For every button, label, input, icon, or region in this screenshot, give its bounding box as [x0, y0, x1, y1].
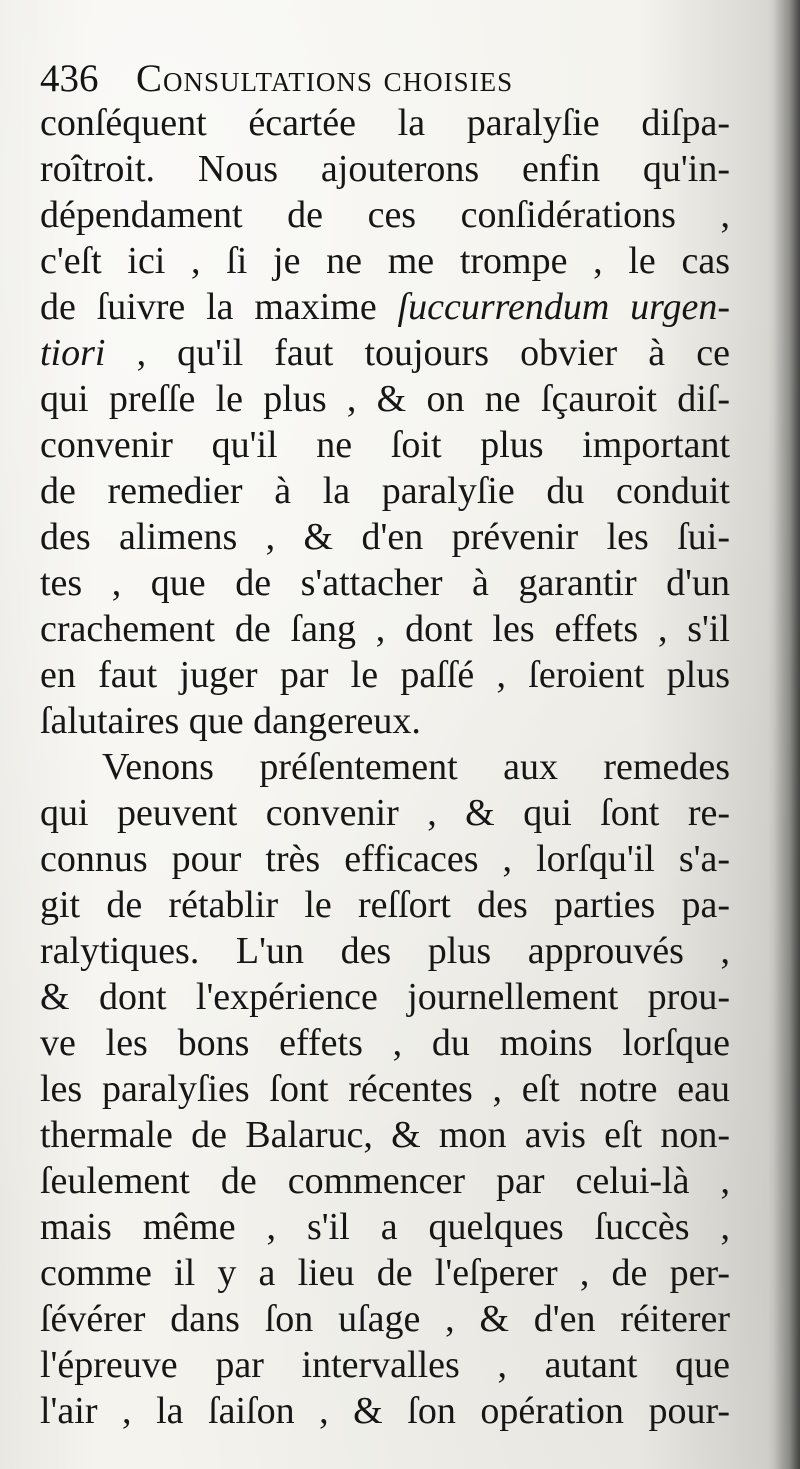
- text-line: ralytiques. L'un des plus approuvés ,: [40, 930, 730, 972]
- text-line: c'eſt ici , ſi je ne me trompe , le cas: [40, 240, 730, 282]
- text-line: convenir qu'il ne ſoit plus important: [40, 424, 730, 466]
- text-line: comme il y a lieu de l'eſperer , de per-: [40, 1252, 730, 1294]
- running-title: Consultations choisies: [136, 57, 514, 100]
- text-line: crachement de ſang , dont les effets , s'il: [40, 608, 730, 650]
- text-line: tes , que de s'attacher à garantir d'un: [40, 562, 730, 604]
- text-line: qui peuvent convenir , & qui ſont re-: [40, 792, 730, 834]
- text-line-roman: de ſuivre la maxime: [40, 286, 377, 328]
- text-line: roîtroit. Nous ajouterons enfin qu'in-: [40, 148, 730, 190]
- text-line: connus pour très efficaces , lorſqu'il s'a-: [40, 838, 730, 880]
- text-line: des alimens , & d'en prévenir les ſui-: [40, 516, 730, 558]
- text-line: thermale de Balaruc, & mon avis eſt non-: [40, 1114, 730, 1156]
- text-line: mais même , s'il a quelques ſuccès ,: [40, 1206, 730, 1248]
- running-header: [40, 54, 760, 104]
- paragraph-start: Venons préſentement aux remedes: [102, 746, 730, 788]
- text-line: ſévérer dans ſon uſage , & d'en réiterer: [40, 1298, 730, 1340]
- text-line: l'air , la ſaiſon , & ſon opération pour-: [40, 1390, 730, 1432]
- latin-maxim: ſuccurrendum urgen-: [397, 286, 730, 328]
- text-line: ve les bons effets , du moins lorſque: [40, 1022, 730, 1064]
- text-line: git de rétablir le reſſort des parties pa-: [40, 884, 730, 926]
- text-line: & dont l'expérience journellement prou-: [40, 976, 730, 1018]
- text-line: les paralyſies ſont récentes , eſt notre eau: [40, 1068, 730, 1110]
- text-line: [40, 284, 730, 330]
- text-line: l'épreuve par intervalles , autant que: [40, 1344, 730, 1386]
- page-edge-shadow: [774, 0, 800, 1469]
- text-line: ſeulement de commencer par celui-là ,: [40, 1160, 730, 1202]
- text-line: qui preſſe le plus , & on ne ſçauroit diſ-: [40, 378, 730, 420]
- text-line: conſéquent écartée la paralyſie diſpa-: [40, 102, 730, 144]
- body-text: [40, 100, 730, 1434]
- text-line: de remedier à la paralyſie du conduit: [40, 470, 730, 512]
- text-line: ſalutaires que dangereux.: [40, 700, 421, 742]
- page-number: 436: [40, 57, 99, 100]
- latin-maxim-end: tiori: [40, 332, 106, 374]
- text-line: dépendament de ces conſidérations ,: [40, 194, 730, 236]
- text-line: en faut juger par le paſſé , ſeroient plus: [40, 654, 730, 696]
- text-line-roman: , qu'il faut toujours obvier à ce: [136, 332, 730, 374]
- text-line: [40, 330, 730, 376]
